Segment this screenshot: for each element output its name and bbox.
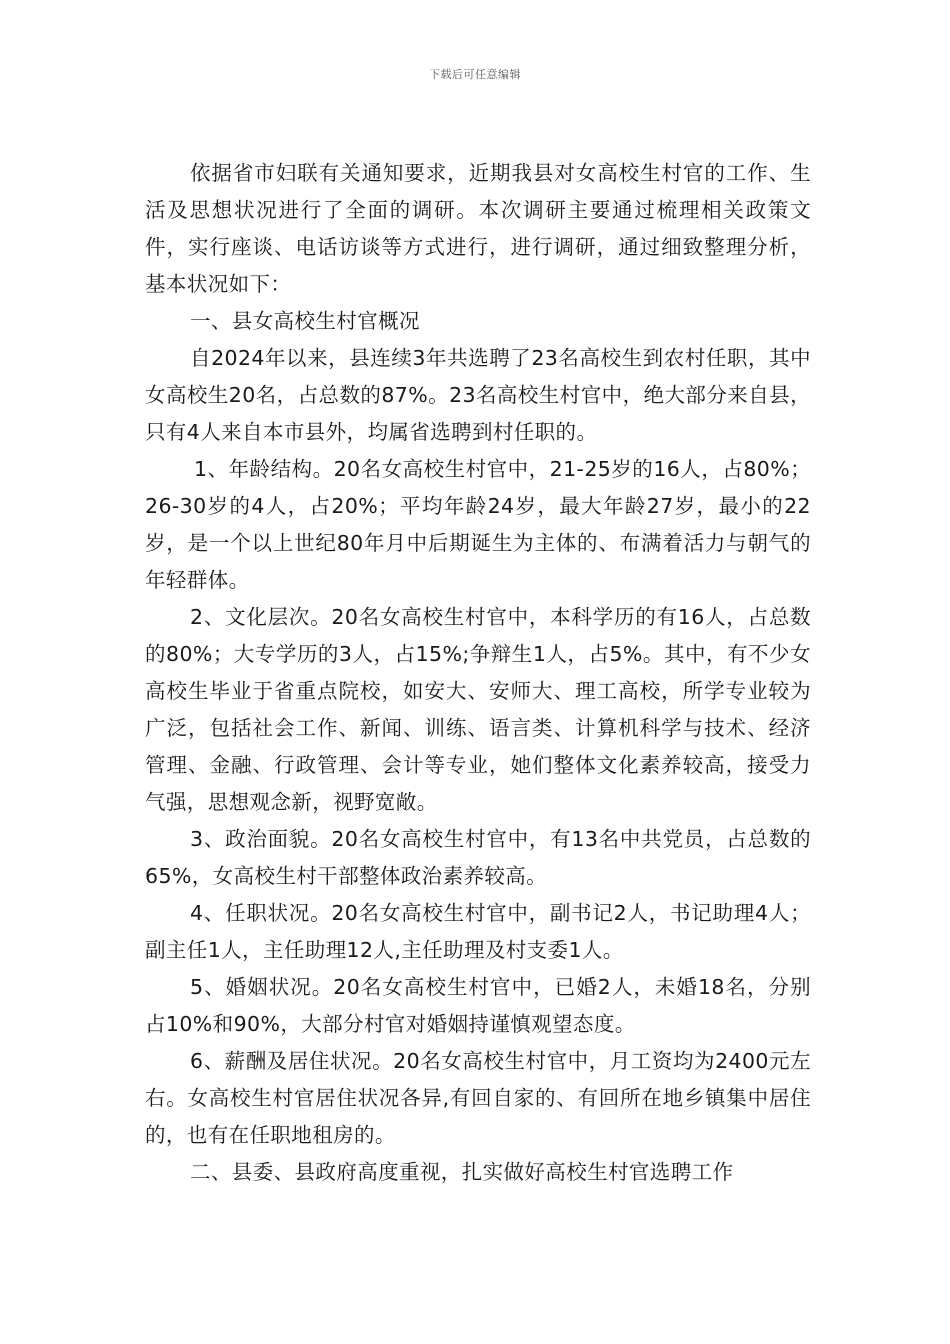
section-heading-2: 二、县委、县政府高度重视，扎实做好高校生村官选聘工作 xyxy=(190,1160,734,1184)
intro-paragraph: 依据省市妇联有关通知要求，近期我县对女高校生村官的工作、生活及思想状况进行了全面的调研。本次调研主要通过梳理相关政策文件，实行座谈、电话访谈等方式进行，进行调研，通过细致整理分析，基本状况如下： xyxy=(145,161,811,296)
position-paragraph: 4、任职状况。20名女高校生村官中，副书记2人，书记助理4人；副主任1人，主任助理12人,主任助理及村支委1人。 xyxy=(145,901,811,962)
header-note: 下载后可任意编辑 xyxy=(429,68,521,81)
age-structure-paragraph: 1、年龄结构。20名女高校生村官中，21-25岁的16人，占80%；26-30岁的4人，占20%；平均年龄24岁，最大年龄27岁，最小的22岁，是一个以上世纪80年月中后期诞生为主体的、布满着活力与朝气的年轻群体。 xyxy=(145,457,811,592)
political-status-paragraph: 3、政治面貌。20名女高校生村官中，有13名中共党员，占总数的65%，女高校生村干部整体政治素养较高。 xyxy=(145,827,811,888)
marital-status-paragraph: 5、婚姻状况。20名女高校生村官中，已婚2人，未婚18名，分别占10%和90%，大部分村官对婚姻持谨慎观望态度。 xyxy=(145,975,811,1036)
education-paragraph: 2、文化层次。20名女高校生村官中，本科学历的有16人，占总数的80%；大专学历的3人，占15%;争辩生1人，占5%。其中，有不少女高校生毕业于省重点院校，如安大、安师大、理工高校，所学专业较为广泛，包括社会工作、新闻、训练、语言类、计算机科学与技术、经济管理、金融、行政管理、会计等专业，她们整体文化素养较高，接受力气强，思想观念新，视野宽敞。 xyxy=(145,605,811,814)
overview-paragraph: 自2024年以来，县连续3年共选聘了23名高校生到农村任职，其中女高校生20名，占总数的87%。23名高校生村官中，绝大部分来自县，只有4人来自本市县外，均属省选聘到村任职的。 xyxy=(145,346,811,444)
document-body xyxy=(145,155,811,1191)
salary-housing-paragraph: 6、薪酬及居住状况。20名女高校生村官中，月工资均为2400元左右。女高校生村官居住状况各异,有回自家的、有回所在地乡镇集中居住的，也有在任职地租房的。 xyxy=(145,1049,811,1147)
section-heading-1: 一、县女高校生村官概况 xyxy=(190,309,420,333)
